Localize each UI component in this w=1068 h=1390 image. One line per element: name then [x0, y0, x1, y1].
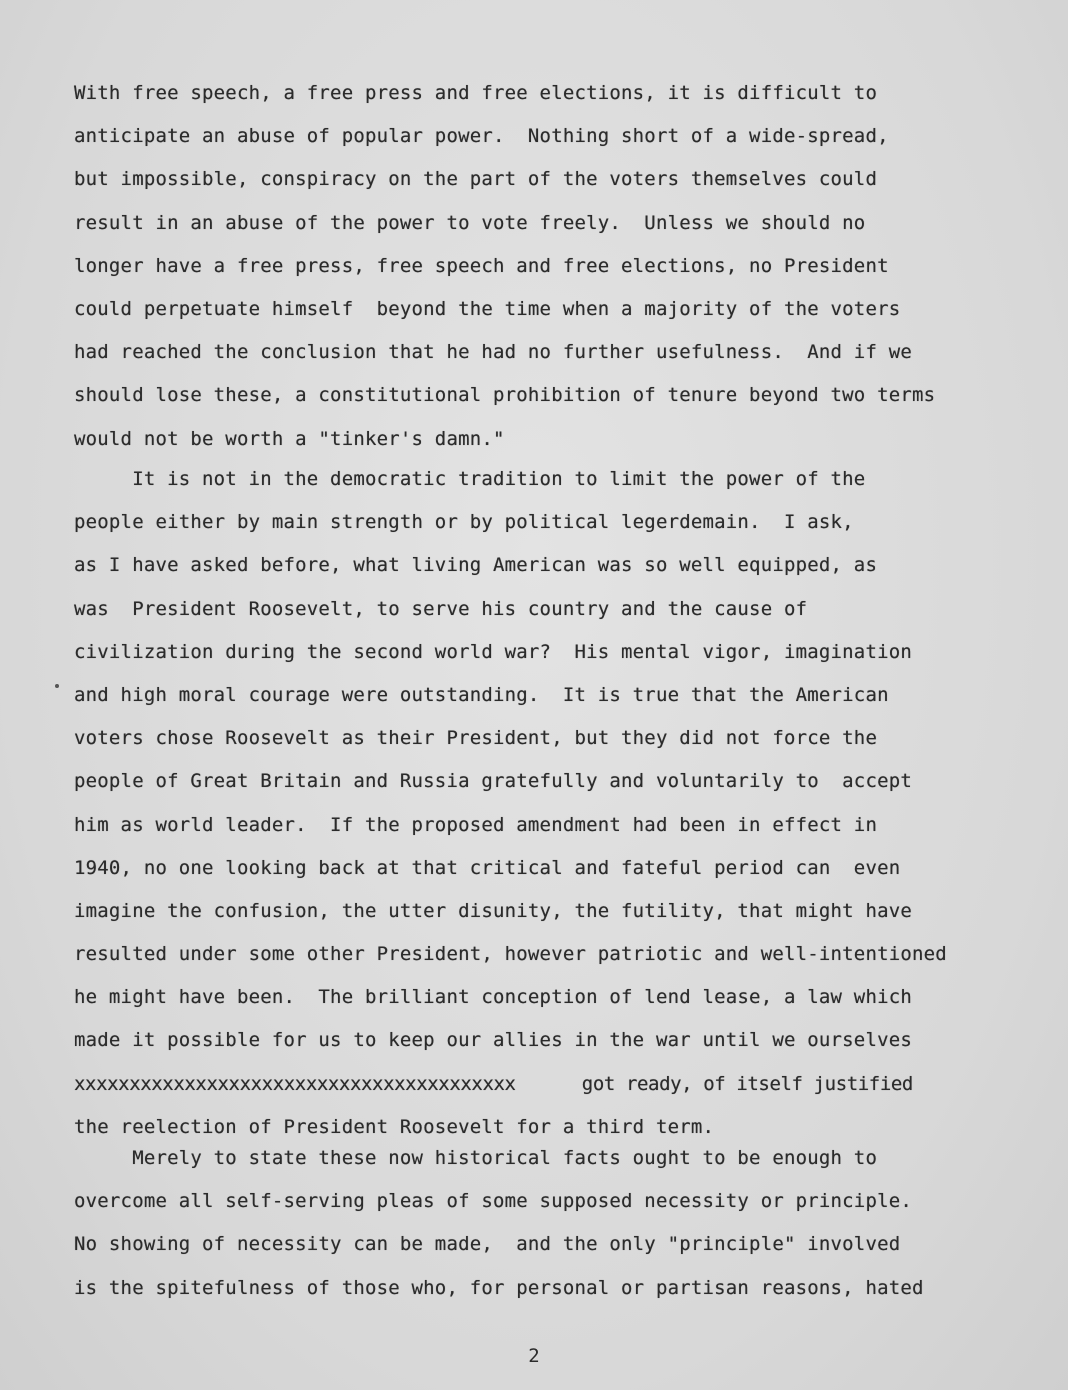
paragraph-1 — [74, 72, 1034, 461]
text-line: overcome all self-serving pleas of some supposed necessity or principle. — [74, 1190, 913, 1213]
text-line: Merely to state these now historical facts ought to be enough to — [74, 1147, 878, 1169]
text-line: people of Great Britain and Russia gratefully and voluntarily to accept — [74, 770, 913, 793]
text-line: is the spitefulness of those who, for personal or partisan reasons, hated — [74, 1276, 924, 1299]
text-line: It is not in the democratic tradition to limit the power of the — [74, 468, 866, 490]
text-line: but impossible, conspiracy on the part of the voters themselves could — [74, 168, 878, 191]
struck-out-line: xxxxxxxxxxxxxxxxxxxxxxxxxxxxxxxxxxxxxxxx got ready, of itself justified — [74, 1072, 913, 1095]
text-line: him as world leader. If the proposed amendment had been in effect in — [74, 813, 878, 836]
text-line: had reached the conclusion that he had no further usefulness. And if we — [74, 341, 913, 364]
text-line: could perpetuate himself beyond the time when a majority of the voters — [74, 297, 901, 320]
paragraph-2 — [74, 458, 1034, 1149]
text-line: people either by main strength or by political legerdemain. I ask, — [74, 511, 854, 534]
text-line: made it possible for us to keep our allies in the war until we ourselves — [74, 1029, 913, 1052]
text-line: imagine the confusion, the utter disunity, the futility, that might have — [74, 899, 913, 922]
text-line: longer have a free press, free speech and free elections, no President — [74, 254, 889, 277]
text-line: would not be worth a "tinker's damn." — [74, 427, 505, 450]
text-line: he might have been. The brilliant conception of lend lease, a law which — [74, 986, 913, 1009]
text-line: With free speech, a free press and free elections, it is difficult to — [74, 82, 878, 104]
text-line: the reelection of President Roosevelt for a third term. — [74, 1115, 715, 1138]
text-line: 1940, no one looking back at that critical and fateful period can even — [74, 856, 901, 879]
text-line: as I have asked before, what living American was so well equipped, as — [74, 554, 878, 577]
text-line: voters chose Roosevelt as their President, but they did not force the — [74, 727, 878, 750]
text-line: and high moral courage were outstanding. It is true that the American — [74, 683, 889, 706]
page-number: 2 — [528, 1345, 540, 1367]
text-line: resulted under some other President, however patriotic and well-intentioned — [74, 943, 947, 966]
text-line: No showing of necessity can be made, and the only "principle" involved — [74, 1233, 901, 1256]
text-line: anticipate an abuse of popular power. Nothing short of a wide-spread, — [74, 125, 889, 148]
text-line: result in an abuse of the power to vote freely. Unless we should no — [74, 211, 866, 234]
margin-speck — [55, 684, 59, 688]
paragraph-3 — [74, 1137, 1034, 1310]
text-line: should lose these, a constitutional prohibition of tenure beyond two terms — [74, 384, 936, 407]
text-line: was President Roosevelt, to serve his country and the cause of — [74, 597, 808, 620]
text-line: civilization during the second world war? His mental vigor, imagination — [74, 640, 913, 663]
